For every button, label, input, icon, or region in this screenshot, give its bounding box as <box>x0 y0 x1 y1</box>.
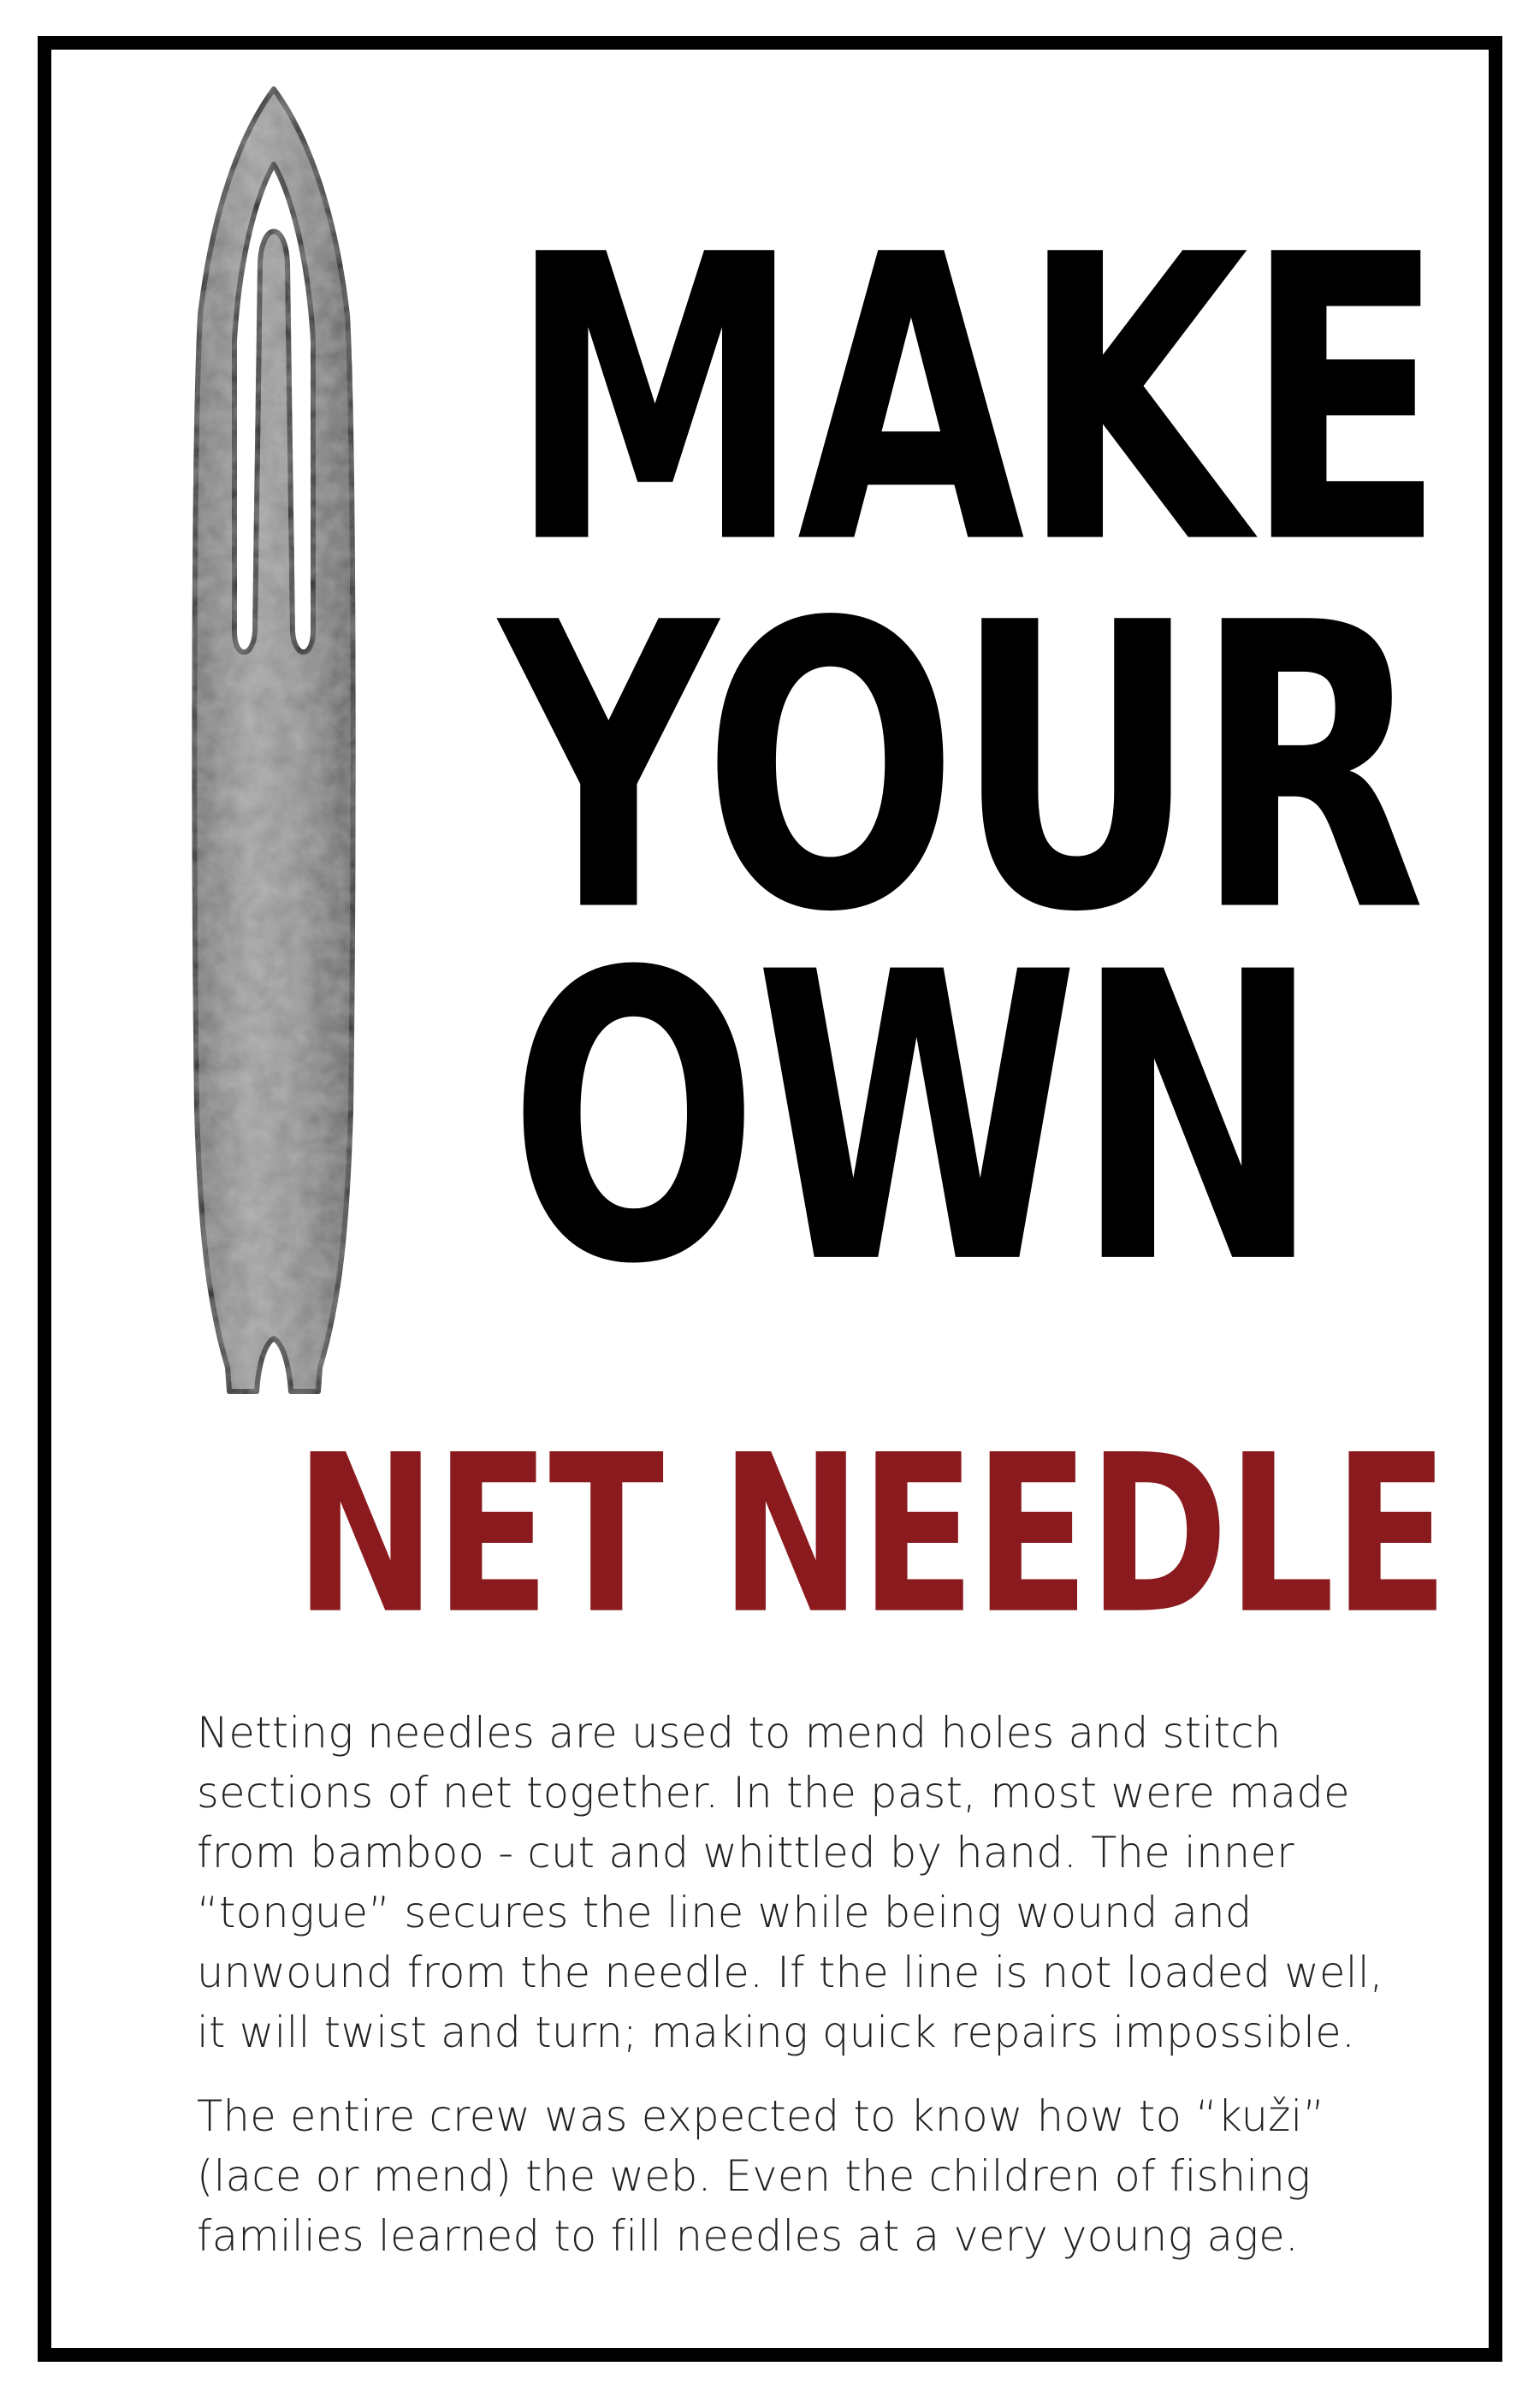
headline-line-own: OWN <box>508 889 1317 1352</box>
headline-line-make: MAKE <box>508 173 1442 631</box>
subhead-net-needle: NET NEEDLE <box>294 1409 1448 1663</box>
body-copy <box>197 1703 1412 2290</box>
net-needle-icon <box>178 84 375 1402</box>
headline-line-your: YOUR <box>499 541 1422 999</box>
paragraph-crew: The entire crew was expected to know how to “kuži” (lace or mend) the web. Even the children of fishing families learned to fill needles at a very young age. <box>197 2091 1325 2261</box>
paragraph-intro: Netting needles are used to mend holes and stitch sections of net together. In the past, most were made from bamboo - cut and whittled by hand. The inner “tongue” secures the line while being wound and unwound from the needle. If the line is not loaded well, it will twist and turn; making quick repairs impossible. <box>197 1708 1383 2057</box>
